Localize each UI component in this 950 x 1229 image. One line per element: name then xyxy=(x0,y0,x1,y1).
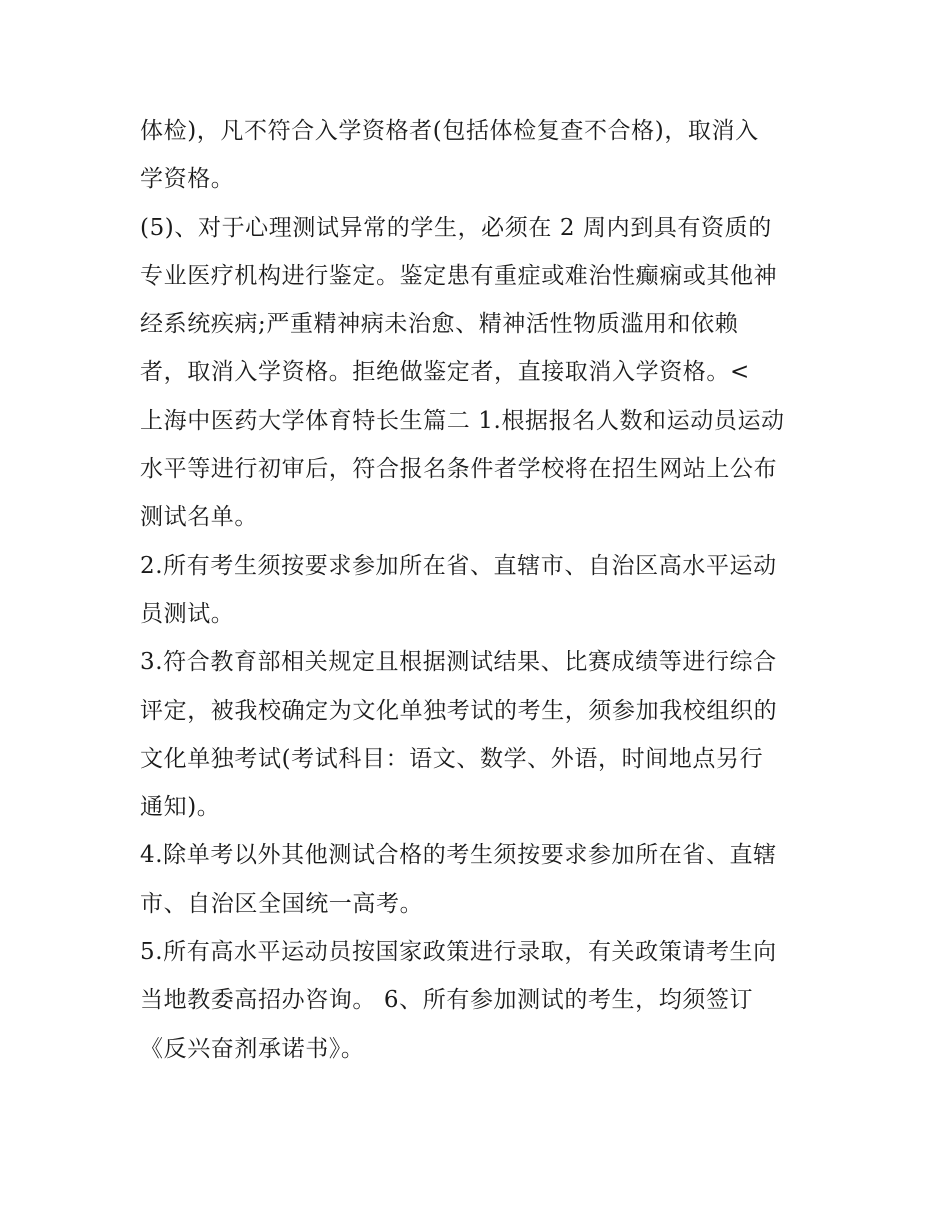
text-line: 3.符合教育部相关规定且根据测试结果、比赛成绩等进行综合 xyxy=(140,649,777,676)
text-line: 5.所有高水平运动员按国家政策进行录取，有关政策请考生向 xyxy=(140,939,777,966)
text-line: 体检)，凡不符合入学资格者(包括体检复查不合格)，取消入 xyxy=(140,118,759,144)
text-line: 学资格。 xyxy=(140,166,235,193)
text-line: 水平等进行初审后，符合报名条件者学校将在招生网站上公布 xyxy=(140,456,778,483)
text-line: 2.所有考生须按要求参加所在省、直辖市、自治区高水平运动 xyxy=(140,552,777,579)
document-body xyxy=(140,107,840,1073)
text-line: 上海中医药大学体育特长生篇二 1.根据报名人数和运动员运动 xyxy=(140,407,785,434)
text-line: 员测试。 xyxy=(140,600,235,627)
text-line: (5)、对于心理测试异常的学生，必须在 2 周内到具有资质的 xyxy=(140,214,772,241)
text-line: 经系统疾病;严重精神病未治愈、精神活性物质滥用和依赖 xyxy=(140,311,739,338)
text-line: 《反兴奋剂承诺书》。 xyxy=(140,1035,365,1062)
text-line: 当地教委高招办咨询。 6、所有参加测试的考生，均须签订 xyxy=(140,987,754,1014)
text-line: 评定，被我校确定为文化单独考试的考生，须参加我校组织的 xyxy=(140,697,778,724)
text-line: 市、自治区全国统一高考。 xyxy=(140,890,424,917)
text-line: 者，取消入学资格。拒绝做鉴定者，直接取消入学资格。< xyxy=(140,359,750,386)
text-line: 测试名单。 xyxy=(140,504,258,531)
text-line: 文化单独考试(考试科目：语文、数学、外语，时间地点另行 xyxy=(140,745,764,772)
text-line: 通知)。 xyxy=(140,794,221,821)
text-line: 专业医疗机构进行鉴定。鉴定患有重症或难治性癫痫或其他神 xyxy=(140,262,778,289)
text-line: 4.除单考以外其他测试合格的考生须按要求参加所在省、直辖 xyxy=(140,842,777,869)
